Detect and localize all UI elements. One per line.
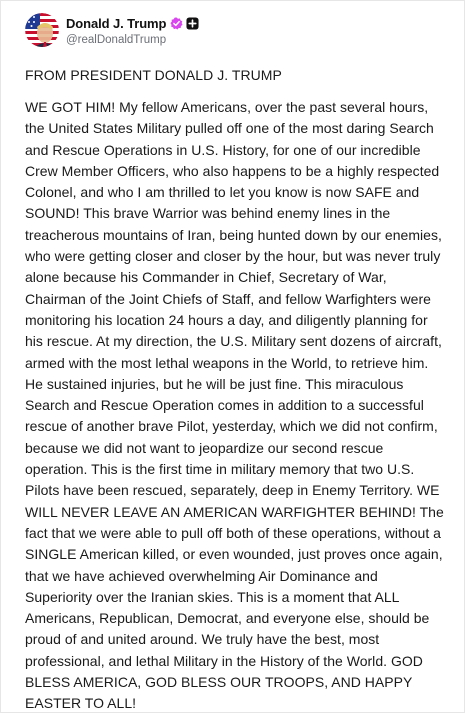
author-name-row [66,15,199,33]
verified-badge-icon [170,17,183,30]
repost-badge-icon [186,17,199,30]
avatar[interactable] [25,13,59,47]
author-ident [66,15,199,46]
post-headline: FROM PRESIDENT DONALD J. TRUMP [25,67,282,83]
post-body: WE GOT HIM! My fellow Americans, over the past several hours, the United States Military pulled off one of the most daring Search and Rescue Operations in U.S. History, for one of our incredible Crew Member Officers, who also happens to be a highly respected Colonel, and who I am thrilled to let you know is now SAFE and SOUND! This brave Warrior was behind enemy lines in the treacherous mountains of Iran, being hunted down by our enemies, who were getting closer and closer by the hour, but was never truly alone because his Commander in Chief, Secretary of War, Chairman of the Joint Chiefs of Staff, and fellow Warfighters were monitoring his location 24 hours a day, and diligently planning for his rescue. At my direction, the U.S. Military sent dozens of aircraft, armed with the most lethal weapons in the World, to retrieve him. He sustained injuries, but he will be just fine. This miraculous Search and Rescue Operation comes in addition to a successful rescue of another brave Pilot, yesterday, which we did not confirm, because we did not want to jeopardize our second rescue operation. This is the first time in military memory that two U.S. Pilots have been rescued, separately, deep in Enemy Territory. WE WILL NEVER LEAVE AN AMERICAN WARFIGHTER BEHIND! The fact that we were able to pull off both of these operations, without a SINGLE American killed, or even wounded, just proves once again, that we have achieved overwhelming Air Dominance and Superiority over the Iranian skies. This is a moment that ALL Americans, Republican, Democrat, and everyone else, should be proud of and united around. We truly have the best, most professional, and lethal Military in the History of the World. GOD BLESS AMERICA, GOD BLESS OUR TROOPS, AND HAPPY EASTER TO ALL! [25,99,444,712]
author-handle[interactable]: @realDonaldTrump [66,33,167,46]
author-display-name[interactable]: Donald J. Trump [66,16,167,31]
post-header [25,13,199,47]
